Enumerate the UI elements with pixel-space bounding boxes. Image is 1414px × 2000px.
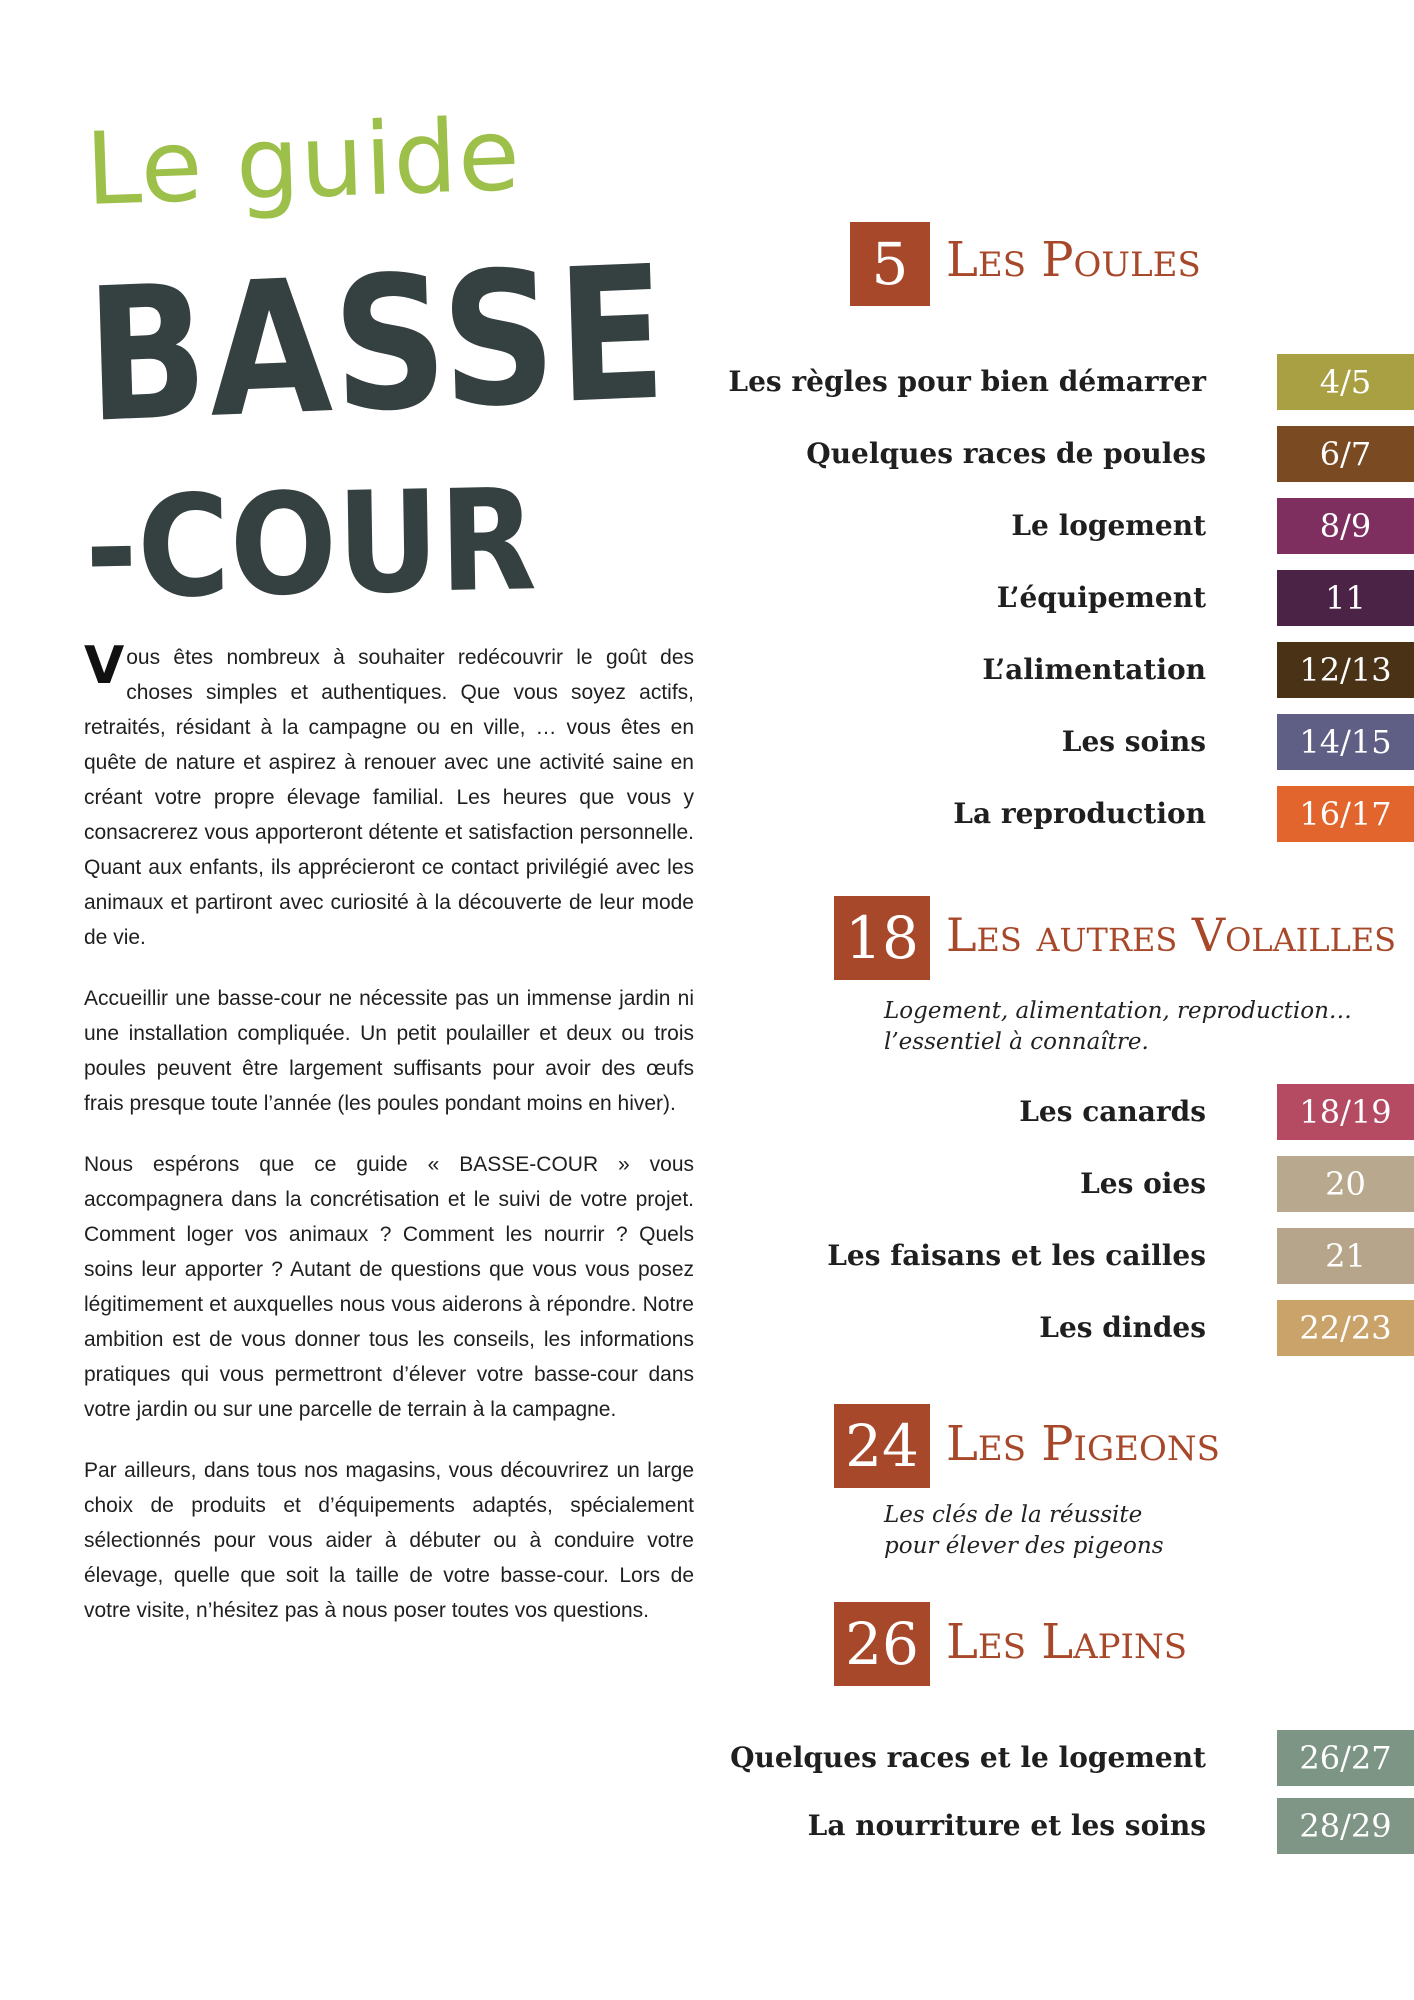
section-number-poules: 5 (850, 222, 930, 306)
toc-page-badge[interactable]: 18/19 (1277, 1084, 1414, 1140)
section-title-volailles: Les autres Volailles (946, 908, 1397, 962)
toc-item-label[interactable]: Les règles pour bien démarrer (728, 365, 1206, 398)
toc-page-badge[interactable]: 26/27 (1277, 1730, 1414, 1786)
toc-item-label[interactable]: Les canards (1019, 1095, 1206, 1128)
toc-page-badge[interactable]: 4/5 (1277, 354, 1414, 410)
intro-paragraph-1: Vous êtes nombreux à souhaiter redécouvrir le goût des choses simples et authentiques. Que vous soyez actifs, retraités, résidant à la campagne ou en ville, … vous êtes en quête de nature et aspirez à renouer avec une activité saine en créant votre propre élevage familial. Les heures que vous y consacrerez vous apporteront détente et satisfaction personnelle. Quant aux enfants, ils apprécieront ce contact privilégié avec les animaux et partiront avec curiosité à la découverte de leur mode de vie. (84, 636, 694, 949)
section-number-pigeons: 24 (834, 1404, 930, 1488)
toc-page-badge[interactable]: 8/9 (1277, 498, 1414, 554)
section-subtitle-line2: l’essentiel à connaître. (884, 1029, 1149, 1055)
toc-page-badge[interactable]: 14/15 (1277, 714, 1414, 770)
section-title-pigeons: Les Pigeons (946, 1416, 1220, 1472)
toc-item-label[interactable]: La nourriture et les soins (807, 1809, 1206, 1842)
toc-page-badge[interactable]: 22/23 (1277, 1300, 1414, 1356)
toc-item-label[interactable]: Quelques races de poules (806, 437, 1206, 470)
toc-page-badge[interactable]: 16/17 (1277, 786, 1414, 842)
toc-item-label[interactable]: Le logement (1011, 509, 1206, 542)
toc-page-badge[interactable]: 20 (1277, 1156, 1414, 1212)
toc-item-label[interactable]: Les faisans et les cailles (827, 1239, 1206, 1272)
section-title-lapins: Les Lapins (946, 1614, 1188, 1670)
toc-item-label[interactable]: Quelques races et le logement (730, 1741, 1206, 1774)
toc-item-label[interactable]: La reproduction (953, 797, 1206, 830)
intro-paragraph-3: Nous espérons que ce guide « BASSE-COUR » vous accompagnera dans la concrétisation et le suivi de votre projet. Comment loger vos animaux ? Comment les nourrir ? Quels soins leur apporter ? Autant de questions que vous vous posez légitimement et auxquelles nous vous aiderons à répondre. Notre ambition est de vous donner tous les conseils, les informations pratiques qui vous permettront d’élever votre basse-cour dans votre jardin ou sur une parcelle de terrain à la campagne. (84, 1153, 694, 1421)
toc-item-label[interactable]: Les oies (1080, 1167, 1206, 1200)
intro-text (84, 636, 694, 1654)
toc-page-badge[interactable]: 6/7 (1277, 426, 1414, 482)
intro-paragraph-2: Accueillir une basse-cour ne nécessite pas un immense jardin ni une installation compliquée. Un petit poulailler et deux ou trois poules peuvent être largement suffisants pour avoir des œufs frais presque toute l’année (les poules pondant moins en hiver). (84, 987, 694, 1115)
section-subtitle-line1: Les clés de la réussite (884, 1502, 1143, 1528)
guide-subtitle: Le guide (83, 95, 523, 228)
toc-item-label[interactable]: L’équipement (996, 581, 1206, 614)
section-subtitle-line1: Logement, alimentation, reproduction… (884, 998, 1352, 1024)
toc-page-badge[interactable]: 11 (1277, 570, 1414, 626)
drop-cap: V (84, 636, 125, 696)
toc-item-label[interactable]: L’alimentation (982, 653, 1206, 686)
section-number-volailles: 18 (834, 896, 930, 980)
toc-page-badge[interactable]: 12/13 (1277, 642, 1414, 698)
toc-item-label[interactable]: Les soins (1061, 725, 1206, 758)
section-number-lapins: 26 (834, 1602, 930, 1686)
toc-page-badge[interactable]: 28/29 (1277, 1798, 1414, 1854)
guide-title-cour: -COUR (83, 459, 538, 631)
toc-page-badge[interactable]: 21 (1277, 1228, 1414, 1284)
guide-title-basse: BASSE (83, 226, 671, 464)
section-subtitle-line2: pour élever des pigeons (884, 1533, 1164, 1559)
intro-paragraph-4: Par ailleurs, dans tous nos magasins, vous découvrirez un large choix de produits et d’équipements adaptés, spécialement sélectionnés pour vous aider à débuter ou à conduire votre élevage, quelle que soit la taille de votre basse-cour. Lors de votre visite, n’hésitez pas à nous poser toutes vos questions. (84, 1459, 694, 1622)
toc-item-label[interactable]: Les dindes (1039, 1311, 1206, 1344)
section-title-poules: Les Poules (946, 232, 1201, 288)
